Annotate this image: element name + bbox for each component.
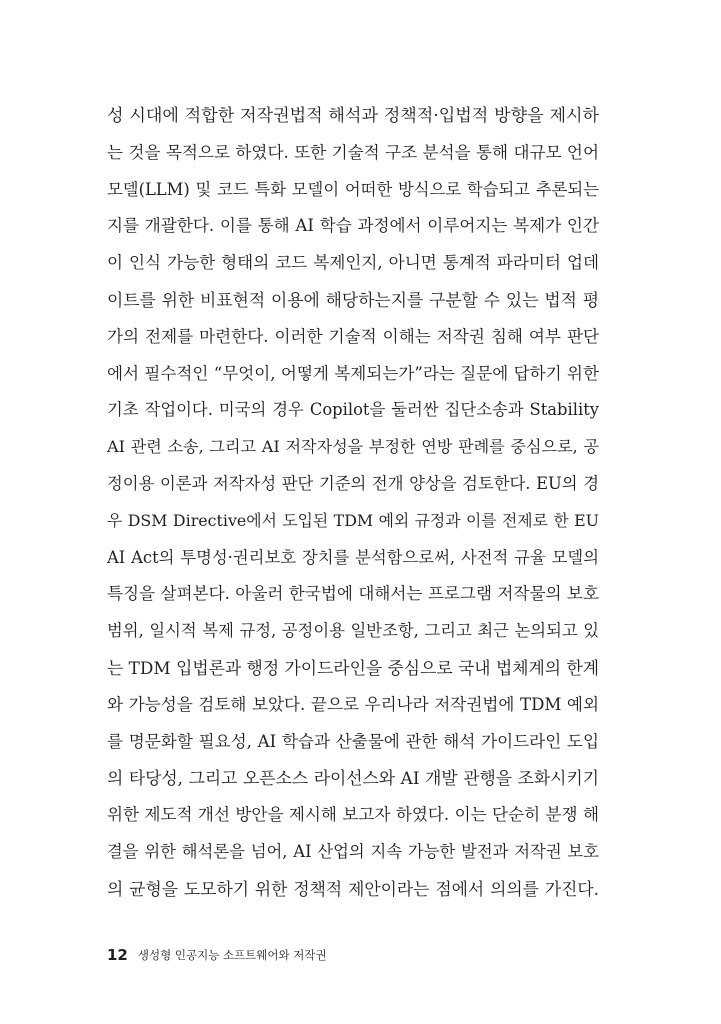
text-line: AI Act의 투명성·권리보호 장치를 분석함으로써, 사전적 규율 모델의 bbox=[107, 547, 599, 567]
text-line: 성 시대에 적합한 저작권법적 해석과 정책적·입법적 방향을 제시하 bbox=[107, 106, 599, 126]
text-line: 지를 개괄한다. 이를 통해 AI 학습 과정에서 이루어지는 복제가 인간 bbox=[107, 216, 599, 236]
text-line: 우 DSM Directive에서 도입된 TDM 예외 규정과 이를 전제로 한 EU bbox=[107, 510, 599, 530]
text-line: 를 명문화할 필요성, AI 학습과 산출물에 관한 해석 가이드라인 도입 bbox=[107, 731, 599, 751]
text-line: 이트를 위한 비표현적 이용에 해당하는지를 구분할 수 있는 법적 평 bbox=[107, 289, 599, 310]
text-line: 는 TDM 입법론과 행정 가이드라인을 중심으로 국내 법체계의 한계 bbox=[107, 657, 599, 678]
text-line: 에서 필수적인 “무엇이, 어떻게 복제되는가”라는 질문에 답하기 위한 bbox=[107, 363, 599, 383]
text-line: AI 관련 소송, 그리고 AI 저작자성을 부정한 연방 판례를 중심으로, 공 bbox=[107, 437, 599, 457]
text-line: 기초 작업이다. 미국의 경우 Copilot을 둘러싼 집단소송과 Stability bbox=[107, 400, 599, 420]
text-line: 가의 전제를 마련한다. 이러한 기술적 이해는 저작권 침해 여부 판단 bbox=[107, 326, 599, 346]
page-footer bbox=[107, 945, 327, 965]
text-line: 의 타당성, 그리고 오픈소스 라이선스와 AI 개발 관행을 조화시키기 bbox=[107, 768, 599, 789]
running-title: 생성형 인공지능 소프트웨어와 저작권 bbox=[137, 948, 327, 962]
text-line: 모델(LLM) 및 코드 특화 모델이 어떠한 방식으로 학습되고 추론되는 bbox=[107, 179, 599, 199]
text-line: 결을 위한 해석론을 넘어, AI 산업의 지속 가능한 발전과 저작권 보호 bbox=[107, 841, 599, 861]
text-line: 의 균형을 도모하기 위한 정책적 제안이라는 점에서 의의를 가진다. bbox=[107, 878, 599, 899]
text-line: 는 것을 목적으로 하였다. 또한 기술적 구조 분석을 통해 대규모 언어 bbox=[107, 142, 599, 162]
text-line: 와 가능성을 검토해 보았다. 끝으로 우리나라 저작권법에 TDM 예외 bbox=[107, 694, 599, 714]
page-number: 12 bbox=[107, 946, 128, 964]
body-paragraph bbox=[107, 98, 599, 908]
text-line: 이 인식 가능한 형태의 코드 복제인지, 아니면 통계적 파라미터 업데 bbox=[107, 253, 599, 273]
text-line: 위한 제도적 개선 방안을 제시해 보고자 하였다. 이는 단순히 분쟁 해 bbox=[107, 805, 599, 825]
text-line: 범위, 일시적 복제 규정, 공정이용 일반조항, 그리고 최근 논의되고 있 bbox=[107, 621, 599, 641]
text-line: 특징을 살펴본다. 아울러 한국법에 대해서는 프로그램 저작물의 보호 bbox=[107, 584, 599, 604]
text-line: 정이용 이론과 저작자성 판단 기준의 전개 양상을 검토한다. EU의 경 bbox=[107, 473, 599, 493]
